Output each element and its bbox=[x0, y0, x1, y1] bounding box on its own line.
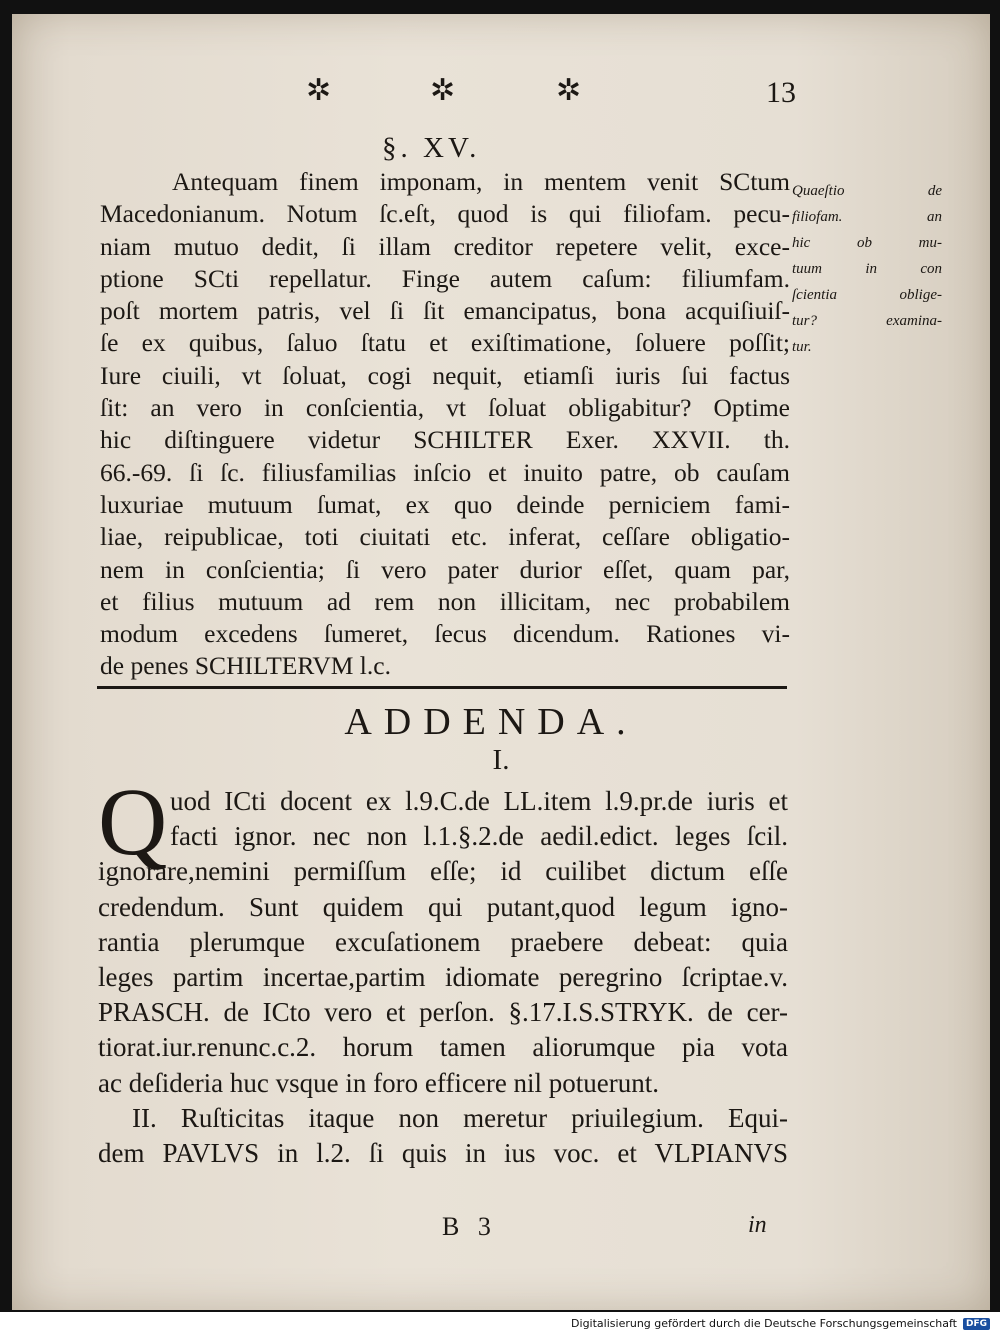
section-heading: §. XV. bbox=[382, 132, 481, 164]
section-text bbox=[100, 166, 790, 683]
star-ornament-icon: ✲ bbox=[556, 74, 582, 107]
text-line: nem in conſcientia; ſi vero pater durior eſſet, quam par, bbox=[100, 554, 790, 584]
addenda-number: I. bbox=[492, 744, 510, 776]
text-line: niam mutuo dedit, ſi illam creditor repetere velit, exce- bbox=[100, 231, 790, 261]
text-line: leges partim incertae,partim idiomate peregrino ſcriptae.v. bbox=[98, 961, 788, 992]
text-line: liae, reipublicae, toti ciuitati etc. inferat, ceſſare obligatio- bbox=[100, 522, 790, 552]
book-page bbox=[12, 14, 990, 1310]
text-line: ignorare,nemini permiſſum eſſe; id cuilibet dictum eſſe bbox=[98, 856, 788, 887]
text-line: tiorat.iur.renunc.c.2. horum tamen aliorumque pia vota bbox=[98, 1032, 788, 1063]
text-line: Iure ciuili, vt ſoluat, cogi nequit, etiamſi iuris ſui factus bbox=[100, 360, 790, 390]
catchword: in bbox=[748, 1212, 767, 1238]
drop-cap: Q bbox=[98, 768, 168, 875]
marginal-line: tur. bbox=[792, 339, 812, 355]
addenda-text bbox=[98, 768, 788, 1171]
digitization-credit bbox=[571, 1317, 990, 1330]
text-line: de penes SCHILTERVM l.c. bbox=[100, 651, 391, 681]
star-ornament-icon: ✲ bbox=[430, 74, 456, 107]
text-line: luxuriae mutuum ſumat, ex quo deinde perniciem fami- bbox=[100, 489, 790, 519]
text-line: credendum. Sunt quidem qui putant,quod legum igno- bbox=[98, 891, 788, 922]
text-line: modum excedens ſumeret, ſecus dicendum. Rationes vi- bbox=[100, 619, 790, 649]
marginal-line: tuum in con bbox=[792, 261, 942, 277]
horizontal-rule bbox=[97, 686, 787, 689]
marginal-note bbox=[792, 178, 942, 360]
text-line: 66.-69. ſi ſc. filiusfamilias inſcio et inuito patre, ob cauſam bbox=[100, 457, 790, 487]
page-number: 13 bbox=[766, 76, 796, 109]
marginal-line: hic ob mu- bbox=[792, 235, 942, 251]
text-line: hic diſtinguere videtur SCHILTER Exer. XXVII. th. bbox=[100, 425, 790, 455]
text-line: ſit: an vero in conſcientia, vt ſoluat obligabitur? Optime bbox=[100, 393, 790, 423]
marginal-line: ſcientia oblige- bbox=[792, 287, 942, 303]
dfg-logo-icon: DFG bbox=[963, 1318, 990, 1330]
text-line: ac deſideria huc vsque in foro efficere nil potuerunt. bbox=[98, 1067, 660, 1098]
marginal-line: filiofam. an bbox=[792, 209, 942, 225]
marginal-line: Quaeſtio de bbox=[792, 183, 942, 199]
marginal-line: tur? examina- bbox=[792, 313, 942, 329]
text-line: ſe ex quibus, ſaluo ſtatu et exiſtimatione, ſoluere poſſit; bbox=[100, 328, 790, 358]
addenda-title: ADDENDA. bbox=[344, 701, 638, 743]
text-line: Macedonianum. Notum ſc.eſt, quod is qui filiofam. pecu- bbox=[100, 199, 790, 229]
text-line: facti ignor. nec non l.1.§.2.de aedil.edict. leges ſcil. bbox=[170, 821, 788, 852]
page-header bbox=[12, 76, 990, 116]
text-line: II. Ruſticitas itaque non meretur priuilegium. Equi- bbox=[132, 1102, 788, 1133]
star-ornament-icon: ✲ bbox=[306, 74, 332, 107]
text-line: uod ICti docent ex l.9.C.de LL.item l.9.pr.de iuris et bbox=[170, 786, 788, 816]
text-line: PRASCH. de ICto vero et perſon. §.17.I.S.STRYK. de cer- bbox=[98, 997, 788, 1028]
text-line: et filius mutuum ad rem non illicitam, nec probabilem bbox=[100, 586, 790, 616]
credit-text: Digitalisierung gefördert durch die Deutsche Forschungsgemeinschaft bbox=[571, 1317, 957, 1330]
text-line: dem PAVLVS in l.2. ſi quis in ius voc. et VLPIANVS bbox=[98, 1137, 788, 1168]
text-line: ptione SCti repellatur. Finge autem caſum: filiumfam. bbox=[100, 263, 790, 293]
text-line: poſt mortem patris, vel ſi ſit emancipatus, bona acquiſiuiſ- bbox=[100, 296, 790, 326]
text-line: Antequam finem imponam, in mentem venit SCtum bbox=[172, 167, 790, 196]
text-line: rantia plerumque excuſationem praebere debeat: quia bbox=[98, 926, 788, 957]
signature-mark: B 3 bbox=[442, 1212, 497, 1241]
